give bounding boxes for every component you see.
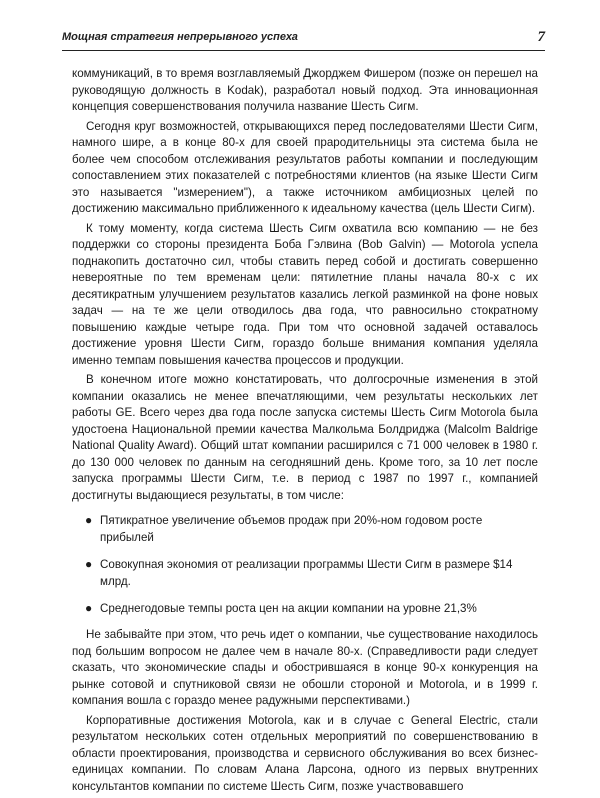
paragraph: Не забывайте при этом, что речь идет о компании, чье существование находилось под большим вопросом не далее чем в начале 80-х. (Справедливости ради следует сказать, что экономические спады и обострившаяся в конце 90-х конкуренция на рынке сотовой и спутниковой связи не обошли стороной и Motorola, и в 1999 г. компания вошла с гораздо менее радужными перспективами.): [72, 628, 538, 707]
results-list: [72, 512, 538, 617]
paragraph: К тому моменту, когда система Шесть Сигм охватила всю компанию — не без поддержки со стороны президента Боба Гэлвина (Bob Galvin) — Motorola успела поднакопить достаточно сил, чтобы ставить перед собой и достигать совершенно невероятные по тем временам цели: пятилетние планы начала 80-х с их десятикратным улучшением результатов казались легкой разминкой на фоне новых задач — на те же цели отводилось два года, что равносильно стократному повышению каждые четыре года. При том что основной задачей оставалось достижение уровня Шести Сигм, гораздо больше внимания компания уделяла именно темпам повышения качества процессов и продукции.: [72, 221, 538, 367]
list-item: [72, 600, 538, 617]
list-item-text: Совокупная экономия от реализации программы Шести Сигм в размере $14 млрд.: [100, 558, 513, 588]
paragraph: В конечном итоге можно констатировать, что долгосрочные изменения в этой компании оказались не менее впечатляющими, чем результаты нескольких лет работы GE. Всего через два года после запуска системы Шесть Сигм Motorola была удостоена Национальной премии качества Малкольма Болдриджа (Malcolm Baldrige National Quality Award). Общий штат компании расширился с 71 000 человек в 1980 г. до 130 000 человек по данным на сегодняшний день. Кроме того, за 10 лет после запуска программы Шести Сигм, т.е. в период с 1987 по 1997 г., компанией достигнуты выдающиеся результаты, в том числе:: [72, 373, 538, 502]
bullet-icon: ●: [85, 557, 93, 571]
list-item-text: Среднегодовые темпы роста цен на акции компании на уровне 21,3%: [100, 602, 477, 615]
list-item: [72, 512, 538, 546]
paragraph: Корпоративные достижения Motorola, как и в случае с General Electric, стали результатом нескольких сотен отдельных мероприятий по совершенствованию в области проектирования, производства и сервисного обслуживания во всех бизнес-единицах компании. По словам Алана Ларсона, одного из первых внутренних консультантов компании по системе Шесть Сигм, позже участвовавшего: [72, 713, 538, 793]
running-title: Мощная стратегия непрерывного успеха: [62, 31, 298, 43]
page-number: 7: [537, 29, 545, 45]
page-header: [62, 30, 545, 51]
paragraph: Сегодня круг возможностей, открывающихся перед последователями Шести Сигм, намного шире, а в конце 80-х для своей прародительницы эта система была не более чем способом отслеживания результатов работы компании и последующим сопоставлением этих показателей с потребностями клиентов (на языке Шести Сигм это называется "измерением"), а также источником амбициозных целей по достижению максимально приближенного к идеальному качества (цель Шести Сигм).: [72, 119, 538, 215]
page-body: [72, 66, 538, 798]
list-item: [72, 556, 538, 590]
bullet-icon: ●: [85, 513, 93, 527]
bullet-icon: ●: [85, 601, 93, 615]
paragraph: коммуникаций, в то время возглавляемый Джорджем Фишером (позже он перешел на руководящую должность в Kodak), разработал новый подход. Эта инновационная концепция совершенствования получила название Шесть Сигм.: [72, 67, 538, 113]
list-item-text: Пятикратное увеличение объемов продаж при 20%-ном годовом росте прибылей: [100, 514, 483, 544]
